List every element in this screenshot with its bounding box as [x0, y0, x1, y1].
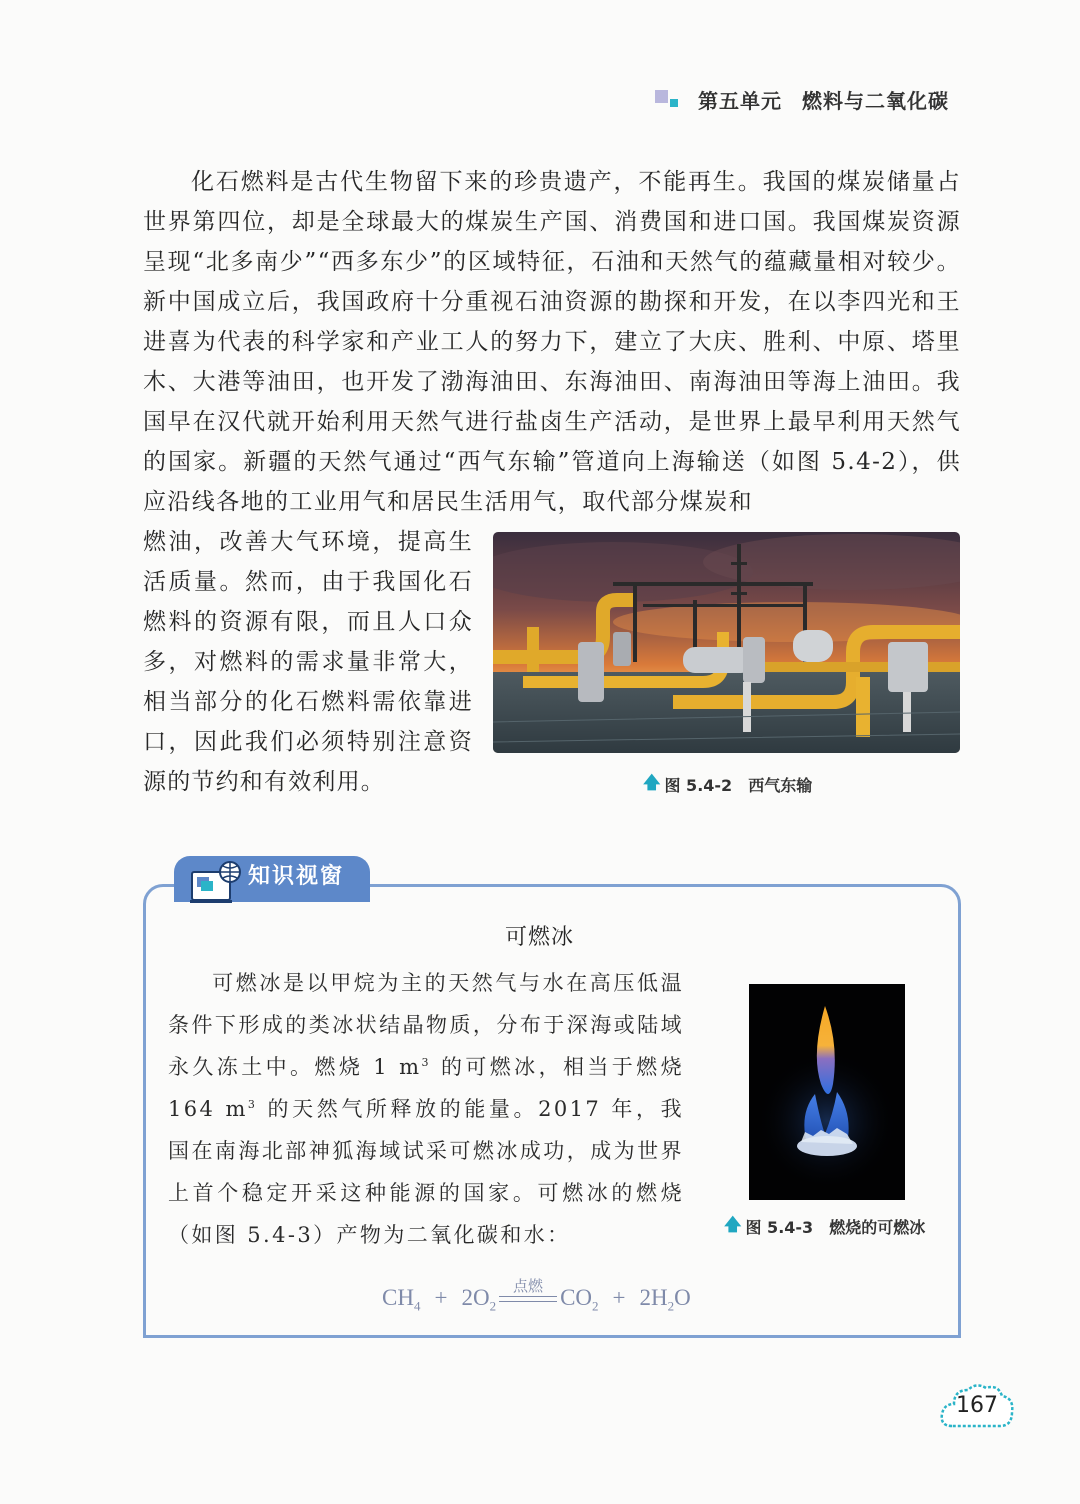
knowledge-window-label: 知识视窗	[248, 864, 345, 889]
header-title: 燃料与二氧化碳	[802, 88, 949, 113]
equals-sign-icon	[499, 1296, 557, 1302]
water-subscript: 2	[667, 1298, 675, 1314]
figure-title-1: 西气东输	[748, 776, 813, 795]
superscript-3: 3	[421, 1056, 431, 1069]
product-water	[639, 1285, 691, 1314]
pipeline-photo	[493, 532, 960, 753]
knowledge-text-a: 可燃冰是以甲烷为主的天然气与水在高压低温条件下形成的类冰状结晶物质，分布于深海或陆域永久冻土中。燃烧 1 m	[168, 971, 684, 1079]
plus-sign: +	[434, 1285, 448, 1310]
burning-ice-photo	[749, 984, 905, 1200]
header-square-small-icon	[670, 99, 678, 107]
knowledge-paragraph	[168, 962, 684, 1256]
knowledge-title: 可燃冰	[505, 925, 575, 950]
condition-text: 点燃	[513, 1277, 544, 1295]
header-unit: 第五单元	[698, 88, 782, 113]
figure-caption-1	[643, 770, 812, 799]
figure-number-2: 图 5.4-3	[745, 1218, 814, 1237]
reactant-methane	[382, 1285, 421, 1314]
up-arrow-icon: 🡅	[643, 773, 661, 793]
figure-title-2: 燃烧的可燃冰	[829, 1218, 926, 1237]
methane-subscript: 4	[413, 1298, 421, 1314]
oxygen-formula: 2O	[461, 1285, 490, 1310]
up-arrow-icon: 🡅	[724, 1215, 742, 1235]
computer-globe-icon	[188, 860, 242, 908]
superscript-3: 3	[247, 1098, 258, 1111]
plus-sign: +	[612, 1285, 626, 1310]
figure-caption-2	[724, 1212, 925, 1241]
oxygen-subscript: 2	[489, 1298, 497, 1314]
reaction-condition	[498, 1278, 558, 1311]
knowledge-text-c: 的天然气所释放的能量。2017 年，我国在南海北部神狐海域试采可燃冰成功，成为世界上首个稳定开采这种能源的国家。可燃冰的燃烧（如图 5.4-3）产物为二氧化碳和水：	[168, 1097, 685, 1247]
body-paragraph-2: 燃油，改善大气环境，提高生活质量。然而，由于我国化石燃料的资源有限，而且人口众多，对燃料的需求量非常大，相当部分的化石燃料需依靠进口，因此我们必须特别注意资源的节约和有效利用。	[143, 529, 473, 795]
reactant-oxygen	[461, 1285, 497, 1314]
body-paragraph-1: 化石燃料是古代生物留下来的珍贵遗产，不能再生。我国的煤炭储量占世界第四位，却是全球最大的煤炭生产国、消费国和进口国。我国煤炭资源呈现“北多南少”“西多东少”的区域特征，石油和天然气的蕴藏量相对较少。新中国成立后，我国政府十分重视石油资源的勘探和开发，在以李四光和王进喜为代表的科学家和产业工人的努力下，建立了大庆、胜利、中原、塔里木、大港等油田，也开发了渤海油田、东海油田、南海油田等海上油田。我国早在汉代就开始利用天然气进行盐卤生产活动，是世界上最早利用天然气的国家。新疆的天然气通过“西气东输”管道向上海输送（如图 5.4-2），供应沿线各地的工业用气和居民生活用气，取代部分煤炭和	[143, 169, 961, 515]
water-formula-o: O	[674, 1285, 691, 1310]
water-formula-h: 2H	[639, 1285, 668, 1310]
page-number: 167	[956, 1393, 998, 1418]
methane-formula: CH	[382, 1285, 414, 1310]
co2-subscript: 2	[592, 1298, 599, 1314]
running-header	[655, 84, 949, 114]
knowledge-text-b: 的可燃冰，相当于燃烧 164 m	[168, 1055, 684, 1121]
header-square-icon	[655, 90, 668, 103]
co2-formula: CO	[560, 1285, 593, 1310]
combustion-equation	[382, 1277, 691, 1314]
figure-number-1: 图 5.4-2	[664, 776, 733, 795]
product-carbon-dioxide	[560, 1285, 599, 1314]
